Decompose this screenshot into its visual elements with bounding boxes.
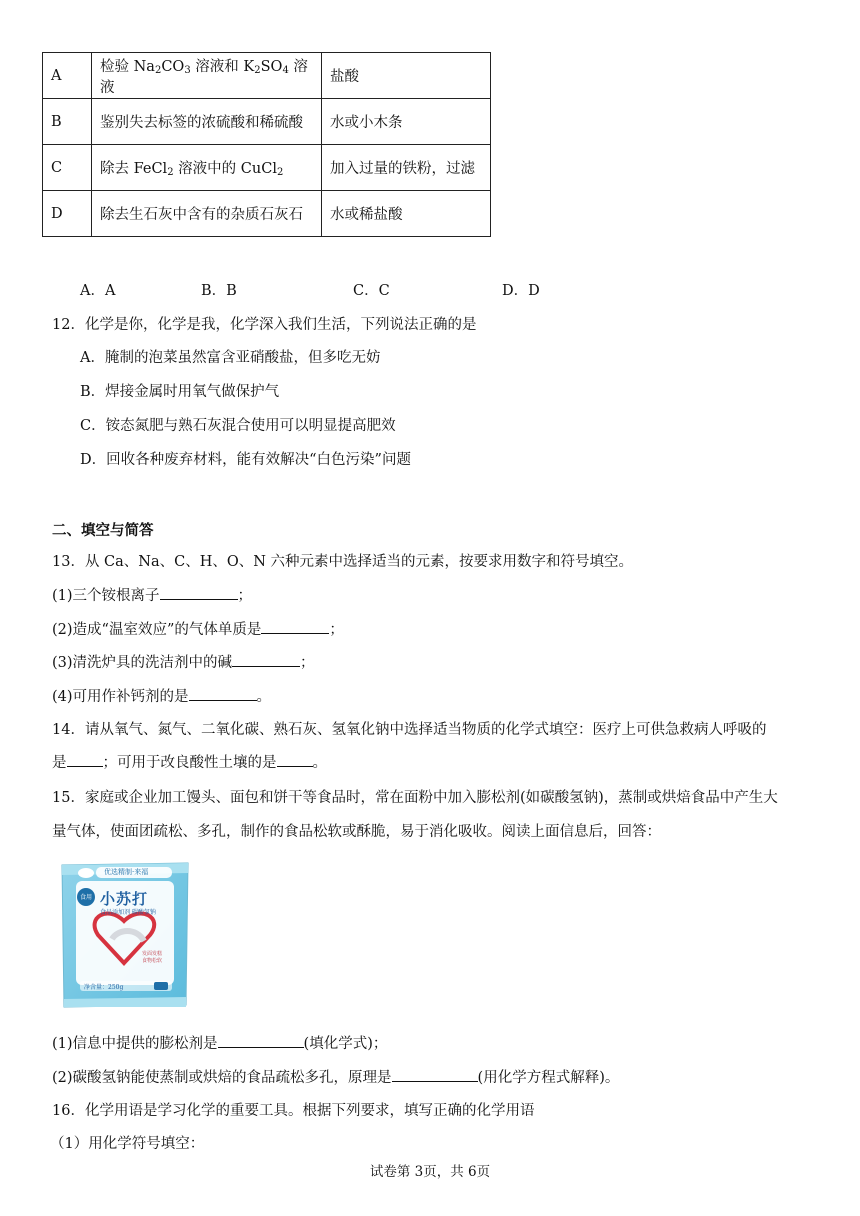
answer-blank[interactable] xyxy=(218,1032,304,1048)
row-reagent: 水或小木条 xyxy=(322,99,491,145)
answer-blank[interactable] xyxy=(392,1066,478,1082)
row-reagent: 盐酸 xyxy=(322,53,491,99)
choice-c[interactable]: C．C xyxy=(353,283,390,299)
options-table xyxy=(42,52,491,237)
choice-b[interactable]: B．B xyxy=(201,283,237,299)
row-reagent: 加入过量的铁粉，过滤 xyxy=(322,145,491,191)
row-label: C xyxy=(43,145,92,191)
q16-sub-1: （1）用化学符号填空： xyxy=(50,1136,205,1152)
package-top-text: 优选精制·来福 xyxy=(104,868,149,876)
table-row xyxy=(43,145,491,191)
row-label: B xyxy=(43,99,92,145)
page-footer: 试卷第 3页，共 6页 xyxy=(369,1164,491,1180)
q12-option-d[interactable]: D．回收各种废弃材料，能有效解决“白色污染”问题 xyxy=(80,452,411,468)
q13-item-1: (1)三个铵根离子 ； xyxy=(52,584,252,605)
package-side-text: 食用 xyxy=(80,894,93,901)
q13-item-2: (2)造成“温室效应”的气体单质是 ； xyxy=(52,618,344,639)
q12-stem: 12．化学是你，化学是我，化学深入我们生活，下列说法正确的是 xyxy=(52,317,477,333)
q15-sub-1: (1)信息中提供的膨松剂是 (填化学式)； xyxy=(52,1032,387,1053)
answer-blank[interactable] xyxy=(261,618,329,634)
row-task: 除去生石灰中含有的杂质石灰石 xyxy=(92,191,322,237)
package-title: 小苏打 xyxy=(100,890,149,908)
q12-option-a[interactable]: A．腌制的泡菜虽然富含亚硝酸盐，但多吃无妨 xyxy=(80,350,381,366)
package-net-weight: 净含量：250g xyxy=(84,984,124,991)
package-subtitle: 食品添加剂 碳酸氢钠 xyxy=(100,909,156,916)
choice-a[interactable]: A．A xyxy=(80,283,116,299)
q15-sub-2: (2)碳酸氢钠能使蒸制或烘焙的食品疏松多孔，原理是 (用化学方程式解释)。 xyxy=(52,1066,619,1087)
q15-line-1: 15．家庭或企业加工馒头、面包和饼干等食品时，常在面粉中加入膨松剂(如碳酸氢钠)，蒸制或烘焙食品中产生大 xyxy=(52,790,778,806)
package-note: 发面发糕 食物松软 xyxy=(142,951,163,964)
row-task: 检验 $Na_2CO_3$ 溶液和 $K_2SO_4$ 溶液 xyxy=(92,53,322,99)
q13-stem: 13．从 Ca、Na、C、H、O、N 六种元素中选择适当的元素，按要求用数字和符号填空。 xyxy=(52,554,634,570)
row-reagent: 水或稀盐酸 xyxy=(322,191,491,237)
answer-blank[interactable] xyxy=(160,584,238,600)
row-label: A xyxy=(43,53,92,99)
q14-line-1: 14．请从氧气、氮气、二氧化碳、熟石灰、氢氧化钠中选择适当物质的化学式填空：医疗上可供急救病人呼吸的 xyxy=(52,722,767,738)
q12-option-b[interactable]: B．焊接金属时用氧气做保护气 xyxy=(80,384,280,400)
answer-blank[interactable] xyxy=(232,651,300,667)
row-task: 除去 FeCl$_2$ 溶液中的 CuCl$_2$ xyxy=(92,145,322,191)
answer-blank[interactable] xyxy=(189,685,257,701)
q15-line-2: 量气体，使面团疏松、多孔，制作的食品松软或酥脆，易于消化吸收。阅读上面信息后，回答： xyxy=(52,824,661,840)
q13-item-3: (3)清洗炉具的洗洁剂中的碱 ； xyxy=(52,651,315,672)
q16-stem: 16．化学用语是学习化学的重要工具。根据下列要求，填写正确的化学用语 xyxy=(52,1103,535,1119)
row-label: D xyxy=(43,191,92,237)
table-row xyxy=(43,53,491,99)
q13-item-4: (4)可用作补钙剂的是 。 xyxy=(52,685,271,706)
table-row xyxy=(43,191,491,237)
baking-soda-package-image xyxy=(56,855,194,1013)
answer-blank[interactable] xyxy=(277,751,313,767)
table-row xyxy=(43,99,491,145)
q14-line-2: 是 ；可用于改良酸性土壤的是 。 xyxy=(52,751,327,772)
answer-blank[interactable] xyxy=(67,751,103,767)
q12-option-c[interactable]: C．铵态氮肥与熟石灰混合使用可以明显提高肥效 xyxy=(80,418,396,434)
choice-d[interactable]: D．D xyxy=(502,283,540,299)
section-heading: 二、填空与简答 xyxy=(52,522,154,539)
row-task: 鉴别失去标签的浓硫酸和稀硫酸 xyxy=(92,99,322,145)
